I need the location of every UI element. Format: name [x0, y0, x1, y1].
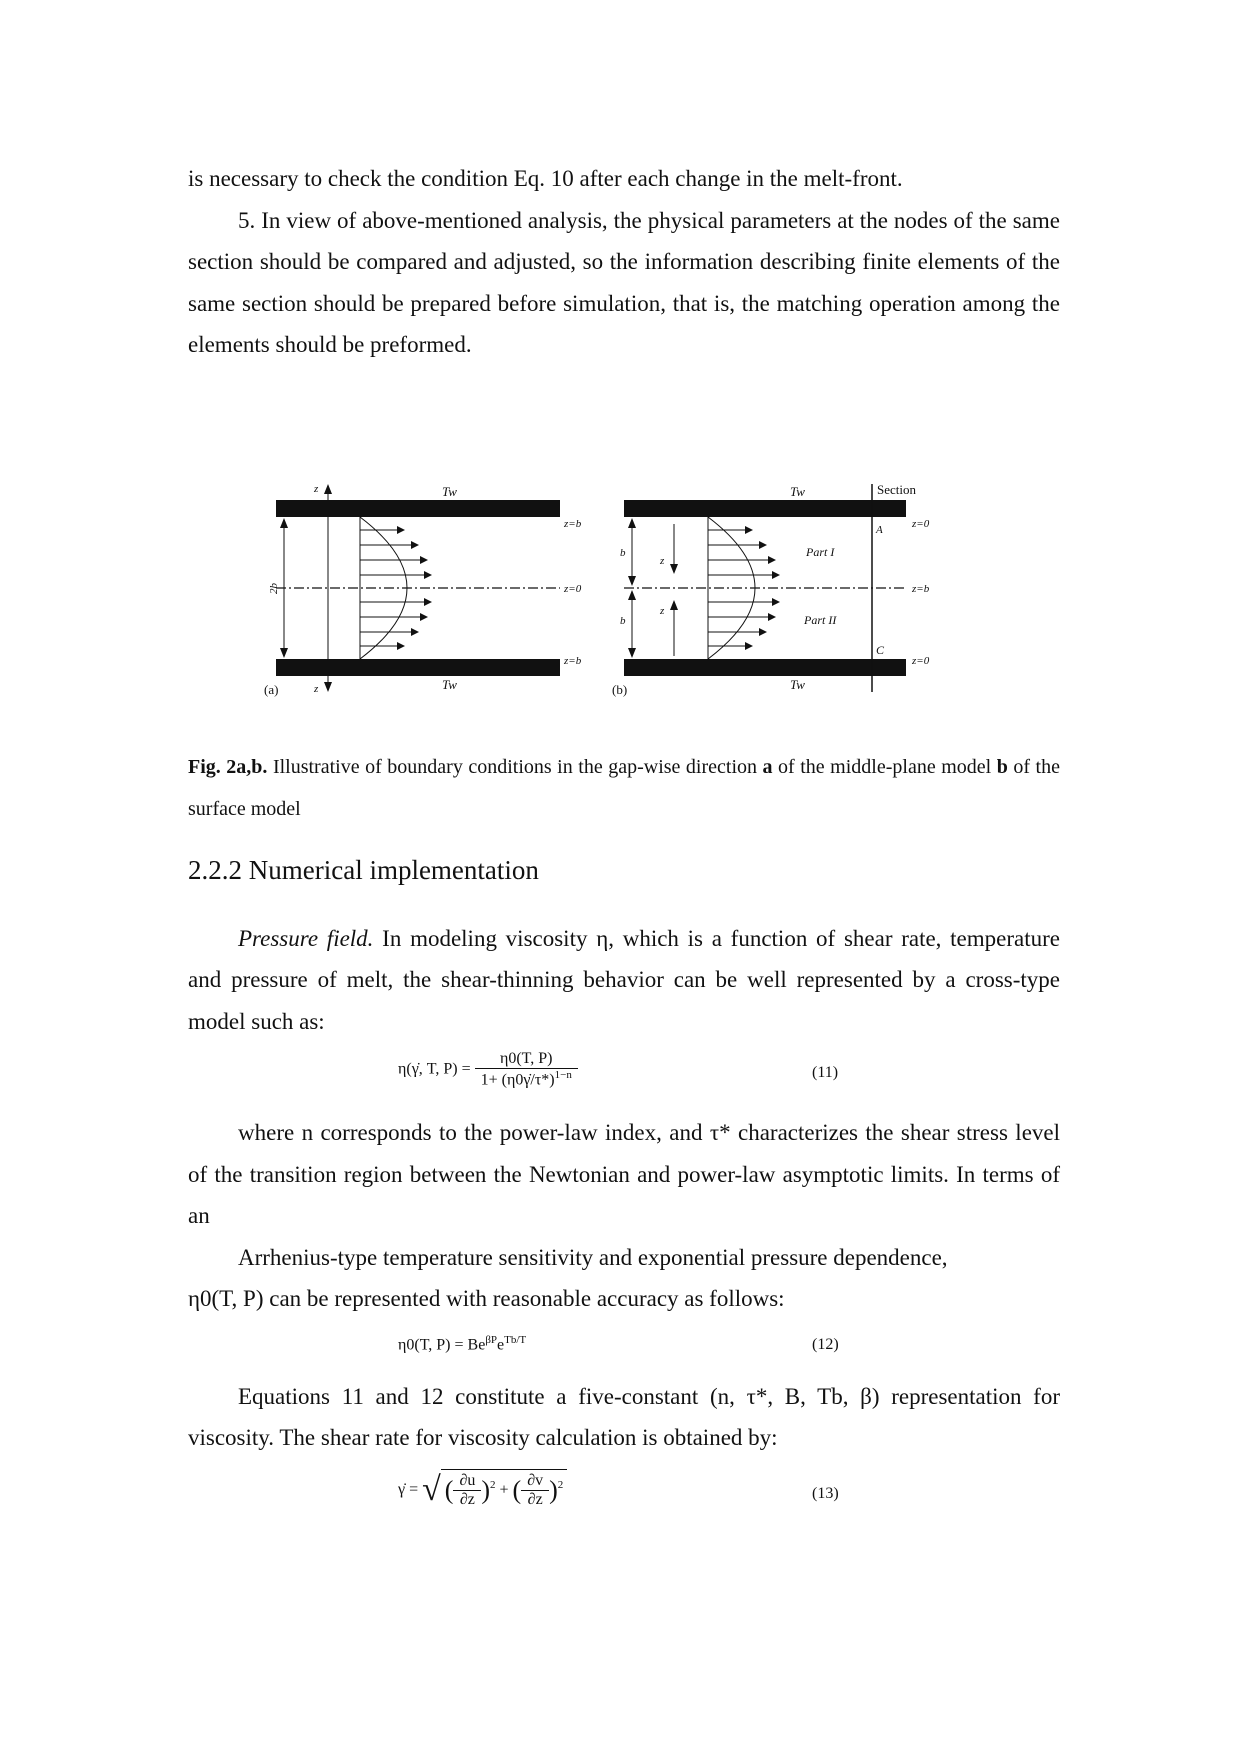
wall-top-a: [276, 500, 560, 517]
point-a: A: [876, 523, 883, 536]
figure-2: [264, 474, 1066, 724]
pressure-text: In modeling viscosity η, which is a function of shear rate, temperature and pressure of melt, the shear-thinning behavior can be well represented by a cross-type model such as:: [188, 925, 1060, 1034]
b-bottom-label: b: [620, 614, 626, 627]
eq12-sup1: βP: [485, 1333, 498, 1346]
z-axis-label-bottom-a: z: [314, 682, 319, 695]
z-b-mid-b: z=b: [912, 582, 930, 595]
paragraph-top: is necessary to check the condition Eq. 10 after each change in the melt-front.: [188, 166, 903, 191]
paragraph-arrhenius-2: η0(T, P) can be represented with reasonable accuracy as follows:: [188, 1286, 785, 1311]
paragraph-where: where n corresponds to the power-law index, and τ* characterizes the shear stress level of the transition region between the Newtonian and power-law asymptotic limits. In terms of an: [188, 1120, 1060, 1228]
panel-label-b: (b): [612, 681, 628, 697]
eq11-exponent: 1−n: [554, 1069, 572, 1081]
wall-top-b: [624, 500, 906, 517]
figure-caption: [188, 746, 1060, 830]
tw-top-b: Tw: [790, 483, 805, 499]
equation-12: [188, 1320, 1060, 1376]
eq11-lhs: η(γ̇, T, P) =: [398, 1060, 471, 1078]
paragraph-equations: Equations 11 and 12 constitute a five-constant (n, τ*, B, Tb, β) representation for viscosity. The shear rate for viscosity calculation is obtained by:: [188, 1383, 1060, 1450]
caption-a: a: [762, 755, 773, 778]
tw-bottom-a: Tw: [442, 676, 457, 692]
section-title: 2.2.2 Numerical implementation: [188, 854, 539, 885]
eq13-number: (13): [812, 1484, 839, 1502]
z-b-top-a: z=b: [564, 517, 582, 530]
eq13-term1-num: ∂u: [453, 1472, 481, 1491]
paragraph-pressure: [188, 918, 1060, 1043]
wall-bottom-b: [624, 659, 906, 676]
caption-text-3: of the surface model: [188, 755, 1060, 820]
caption-label: Fig. 2a,b.: [188, 755, 268, 778]
z-axis-label-top-a: z: [314, 482, 319, 495]
eq13-plus: +: [499, 1481, 509, 1498]
point-c: C: [876, 642, 885, 657]
pressure-lead: Pressure field.: [238, 925, 374, 951]
tw-bottom-b: Tw: [790, 676, 805, 692]
eq13-lhs: γ̇ =: [398, 1480, 419, 1498]
eq11-numerator: η0(T, P): [475, 1050, 578, 1069]
eq13-term2-num: ∂v: [521, 1472, 549, 1491]
eq13-square-2: 2: [557, 1478, 564, 1491]
eq12-lhs: η0(T, P) = Be: [398, 1335, 486, 1353]
eq12-number: (12): [812, 1335, 839, 1353]
equation-13: γ̇ = √ ( $\frac{\partial u}{\partial z}$ )$^2$ + ( $\frac{\partial v}{\partial z}$ )$^2$ (13): [188, 1459, 1060, 1529]
caption-text-2: of the middle-plane model: [772, 755, 997, 778]
section-label: Section: [877, 481, 916, 497]
wall-bottom-a: [276, 659, 560, 676]
z-down-label: z: [660, 554, 665, 567]
z-0-bottom-b: z=0: [912, 654, 930, 667]
z-b-bottom-a: z=b: [564, 654, 582, 667]
eq13-term2-den: ∂z: [527, 1490, 543, 1508]
z-up-label: z: [660, 604, 665, 617]
caption-text-1: Illustrative of boundary conditions in the gap-wise direction: [267, 755, 763, 778]
tw-top-a: Tw: [442, 483, 457, 499]
caption-b: b: [996, 755, 1008, 778]
z-0-top-b: z=0: [912, 517, 930, 530]
eq13-square-1: 2: [490, 1478, 496, 1491]
z-0-a: z=0: [564, 582, 582, 595]
equation-11: [188, 1042, 1060, 1112]
boundary-diagram: [264, 474, 1066, 724]
b-top-label: b: [620, 546, 626, 559]
eq11-denominator: 1+ (η0γ̇/τ*): [480, 1071, 555, 1089]
part-2-label: Part II: [804, 612, 837, 627]
gap-label-a: 2b: [268, 582, 280, 594]
page-content: [188, 158, 1060, 1529]
eq12-sup2: Tb/T: [504, 1333, 527, 1346]
paragraph-arrhenius-1: Arrhenius-type temperature sensitivity and exponential pressure dependence,: [238, 1244, 948, 1270]
eq11-number: (11): [812, 1064, 839, 1081]
panel-label-a: (a): [264, 681, 279, 697]
part-1-label: Part I: [806, 544, 835, 559]
eq13-term1-den: ∂z: [459, 1490, 475, 1508]
eq12-mid: e: [497, 1335, 505, 1353]
paragraph-item-5: 5. In view of above-mentioned analysis, the physical parameters at the nodes of the same section should be compared and adjusted, so the information describing finite elements of the same section should be prepared before simulation, that is, the matching operation among the elements should be preformed.: [188, 207, 1060, 357]
